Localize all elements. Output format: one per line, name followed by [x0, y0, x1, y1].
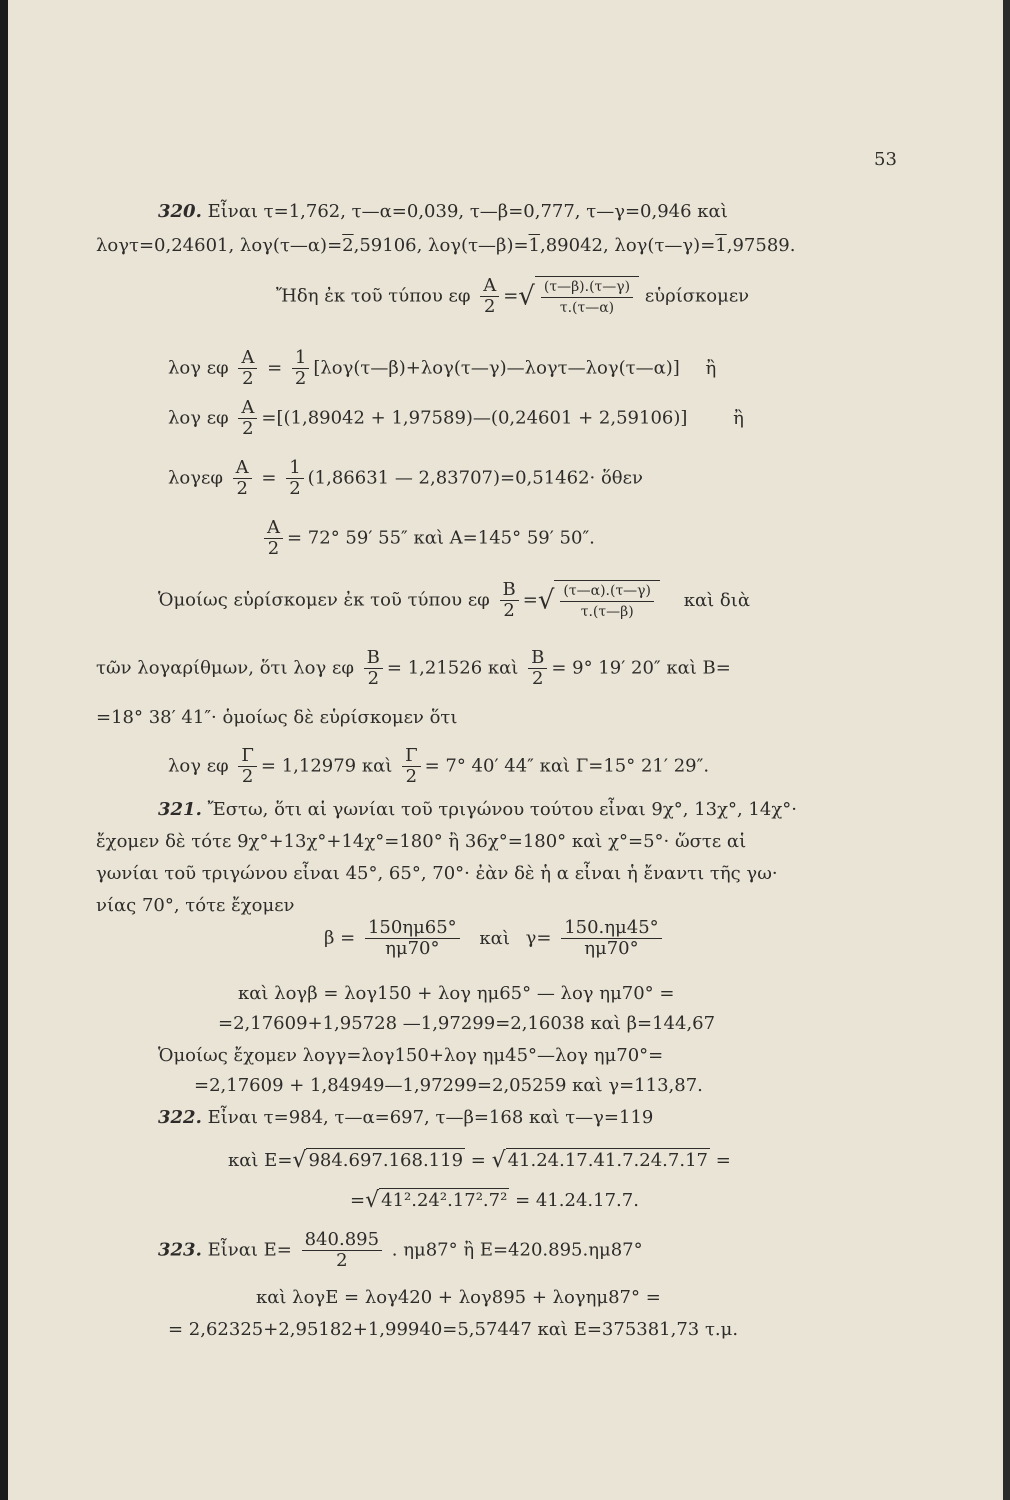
problem-number: 320. — [158, 201, 202, 222]
problem-321-line-2: ἔχομεν δὲ τότε 9χ°+13χ°+14χ°=180° ἢ 36χ°=180° καὶ χ°=5°· ὥστε αἱ — [96, 831, 747, 852]
log-gamma-result: =2,17609 + 1,84949—1,97299=2,05259 καὶ γ=113,87. — [194, 1075, 703, 1096]
equation-B-result: =18° 38′ 41″· ὁμοίως δὲ εὑρίσκομεν ὅτι — [96, 707, 458, 728]
problem-321-line-4: νίας 70°, τότε ἔχομεν — [96, 895, 295, 916]
log-E-result: = 2,62325+2,95182+1,99940=5,57447 καὶ E=375381,73 τ.μ. — [168, 1319, 739, 1340]
page-number: 53 — [874, 149, 897, 170]
problem-321-line-1: 321. Ἔστω, ὅτι αἱ γωνίαι τοῦ τριγώνου τούτου εἶναι 9χ°, 13χ°, 14χ°· — [158, 799, 797, 820]
problem-320-line-1: 320. Εἶναι τ=1,762, τ—α=0,039, τ—β=0,777, τ—γ=0,946 καὶ — [158, 201, 728, 222]
problem-321-line-3: γωνίαι τοῦ τριγώνου εἶναι 45°, 65°, 70°· ἐὰν δὲ ἡ α εἶναι ἡ ἔναντι τῆς γω· — [96, 863, 778, 884]
problem-323-line-1: 323. Εἶναι E= $\frac{840.895}{2}$ . ημ87° ἢ E=420.895.ημ87° — [158, 1229, 643, 1271]
log-gamma: Ὁμοίως ἔχομεν λογγ=λογ150+λογ ημ45°—λογ ημ70°= — [158, 1045, 664, 1066]
equation-2: λογ εφ $\frac{A}{2}$ =[(1,89042 + 1,97589)—(0,24601 + 2,59106)] ἢ — [168, 397, 744, 439]
problem-322-line-1: 322. Εἶναι τ=984, τ—α=697, τ—β=168 καὶ τ—γ=119 — [158, 1107, 654, 1128]
tangent-formula-A: Ἤδη ἐκ τοῦ τύπου εφ $\frac{A}{2}$ =√ $\frac{(\tau—\beta).(\tau—\gamma)}{\tau.(\tau—\alpha)}$ εὑρίσκομεν — [276, 275, 750, 317]
area-formula: καὶ E=√ 984.697.168.119 = √ 41.24.17.41.7.24.7.17 = — [228, 1148, 731, 1173]
log-E: καὶ λογE = λογ420 + λογ895 + λογημ87° = — [256, 1287, 661, 1308]
area-formula-result: =√ 41².24².17².7² = 41.24.17.7. — [350, 1188, 639, 1213]
equation-1: λογ εφ $\frac{A}{2}$ = $\frac{1}{2}$ [λογ(τ—β)+λογ(τ—γ)—λογτ—λογ(τ—α)] ἢ — [168, 347, 717, 389]
problem-320-line-2: λογτ=0,24601, λογ(τ—α)=2,59106, λογ(τ—β)=1,89042, λογ(τ—γ)=1,97589. — [96, 235, 796, 256]
equation-B: τῶν λογαρίθμων, ὅτι λογ εφ $\frac{B}{2}$ = 1,21526 καὶ $\frac{B}{2}$ = 9° 19′ 20″ καὶ B= — [96, 647, 731, 689]
log-beta-result: =2,17609+1,95728 —1,97299=2,16038 καὶ β=144,67 — [218, 1013, 716, 1034]
log-beta: καὶ λογβ = λογ150 + λογ ημ65° — λογ ημ70° = — [238, 983, 675, 1004]
equation-3: λογεφ $\frac{A}{2}$ = $\frac{1}{2}$ (1,86631 — 2,83707)=0,51462· ὅθεν — [168, 457, 643, 499]
equation-4: $\frac{A}{2}$ = 72° 59′ 55″ καὶ A=145° 59′ 50″. — [260, 518, 595, 559]
beta-gamma-fractions: β = $\frac{150\eta\mu 65^\circ}{\eta\mu 70^\circ}$ καὶ γ= $\frac{150.\eta\mu 45^\circ}{\eta\mu 70^\circ}$ — [324, 918, 666, 959]
equation-G: λογ εφ $\frac{\Gamma}{2}$ = 1,12979 καὶ $\frac{\Gamma}{2}$ = 7° 40′ 44″ καὶ Γ=15° 21′ 29″. — [168, 745, 710, 787]
tangent-formula-B: Ὁμοίως εὑρίσκομεν ἐκ τοῦ τύπου εφ $\frac{B}{2}$ =√ $\frac{(\tau—\alpha).(\tau—\gamma)}{\tau.(\tau—\beta)}$ καὶ διὰ — [158, 579, 750, 621]
